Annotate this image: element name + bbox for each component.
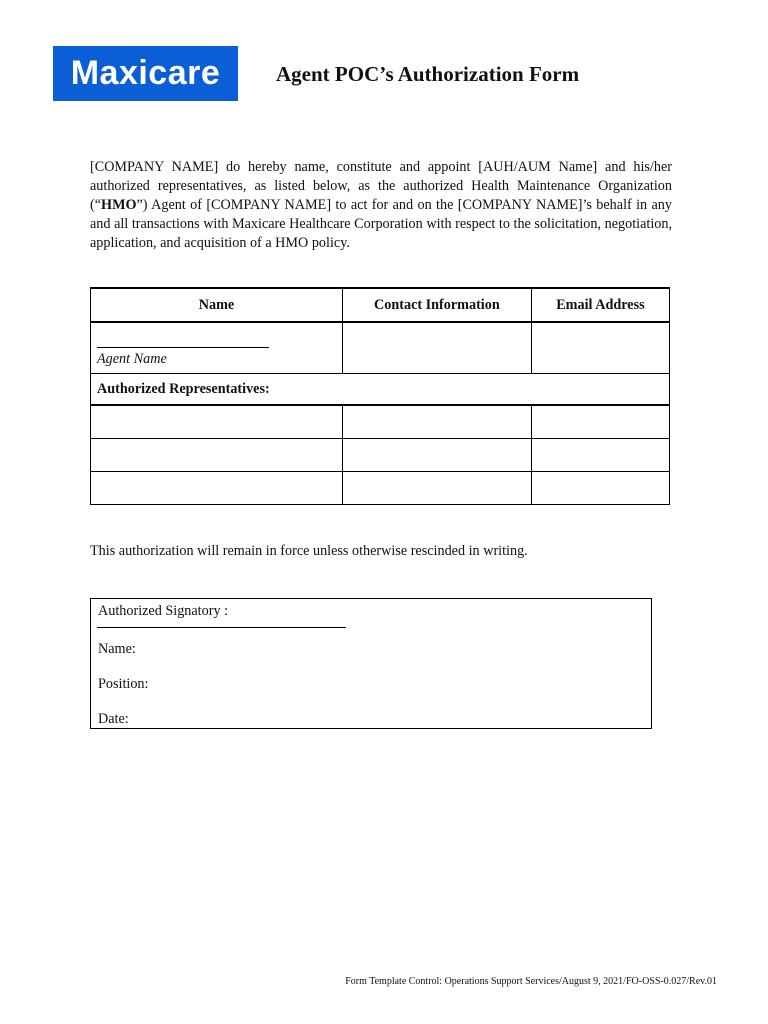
intro-text-2: ”) Agent of [COMPANY NAME] to act for and on the [COMPANY NAME]’s behalf in any and all transactions with Maxicare Healthcare Corporation with respect to the solicitation, negotiation, application, and acquisition of a HMO policy. [90, 197, 672, 251]
table-row [91, 472, 670, 505]
header-email: Email Address [531, 288, 669, 322]
agent-table [90, 287, 670, 505]
agent-contact-cell[interactable] [342, 322, 531, 374]
header-contact: Contact Information [342, 288, 531, 322]
signatory-box [90, 598, 652, 729]
agent-name-cell[interactable] [91, 322, 343, 374]
form-control-footer: Form Template Control: Operations Support Services/August 9, 2021/FO-OSS-0.027/Rev.01 [345, 976, 717, 987]
intro-bold-hmo: HMO [101, 197, 137, 213]
signatory-name-label: Name: [98, 641, 136, 657]
agent-name-label: Agent Name [97, 351, 167, 367]
rep-email-cell[interactable] [531, 439, 669, 472]
intro-text-1: [COMPANY NAME] do hereby name, constitute and appoint [AUH/AUM Name] and his/her authorized representatives, as listed below, as the authorized Health Maintenance Organization (“ [90, 159, 672, 213]
rep-name-cell[interactable] [91, 405, 343, 439]
table-row [91, 439, 670, 472]
form-title: Agent POC’s Authorization Form [276, 62, 580, 86]
signatory-label: Authorized Signatory : [98, 603, 229, 619]
rep-contact-cell[interactable] [342, 405, 531, 439]
signatory-position-label: Position: [98, 676, 149, 692]
authorization-notice: This authorization will remain in force unless otherwise rescinded in writing. [90, 543, 528, 559]
rep-name-cell[interactable] [91, 472, 343, 505]
rep-name-cell[interactable] [91, 439, 343, 472]
authorized-representatives-label: Authorized Representatives: [91, 374, 670, 406]
rep-contact-cell[interactable] [342, 472, 531, 505]
agent-email-cell[interactable] [531, 322, 669, 374]
agent-signature-line [97, 347, 269, 348]
table-row [91, 405, 670, 439]
rep-email-cell[interactable] [531, 405, 669, 439]
header-name: Name [91, 288, 343, 322]
rep-email-cell[interactable] [531, 472, 669, 505]
rep-contact-cell[interactable] [342, 439, 531, 472]
signatory-date-label: Date: [98, 711, 129, 727]
signature-line[interactable] [97, 627, 346, 628]
authorization-paragraph [90, 158, 672, 253]
maxicare-logo: Maxicare [53, 46, 238, 101]
